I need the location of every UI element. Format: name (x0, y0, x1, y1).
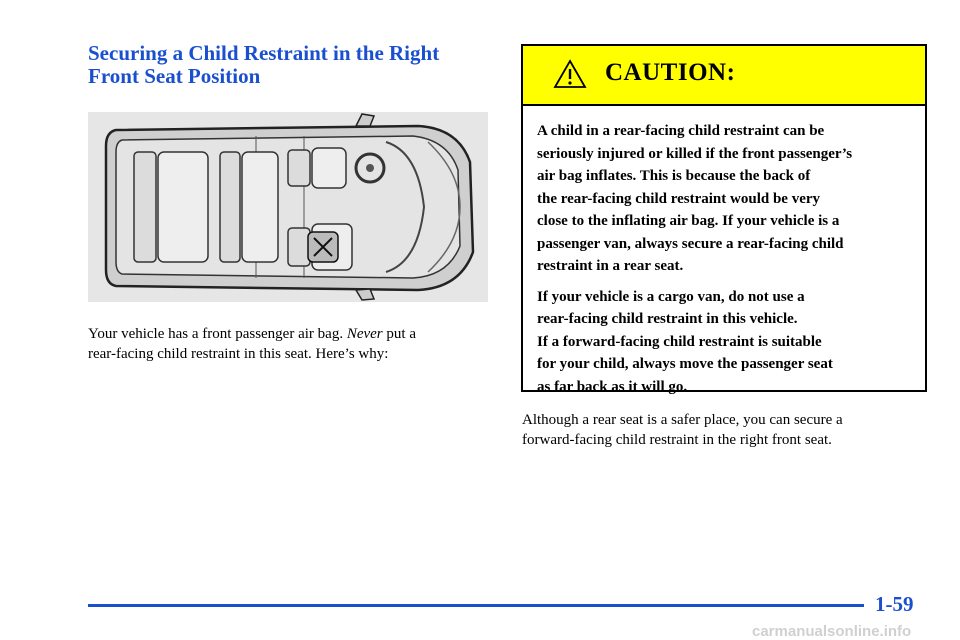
caution-line: for your child, always move the passenger seat (537, 356, 833, 372)
caution-line: seriously injured or killed if the front passenger’s (537, 145, 853, 162)
caution-line: close to the inflating air bag. If your vehicle is a (537, 213, 840, 229)
caution-line: passenger van, always secure a rear-facing child (537, 235, 844, 252)
section-heading (88, 42, 488, 88)
caution-title: CAUTION: (605, 59, 736, 86)
air-bag-warning-paragraph (88, 324, 488, 364)
page-number: 1-59 (875, 592, 914, 616)
caution-line: If a forward-facing child restraint is suitable (537, 333, 822, 350)
van-illustration (88, 112, 488, 302)
paragraph-text-cont: put a (382, 326, 416, 342)
caution-line: restraint in a rear seat. (537, 258, 684, 274)
warning-triangle-icon (553, 59, 587, 89)
caution-line: A child in a rear-facing child restraint can be (537, 123, 825, 139)
front-seat-paragraph (522, 410, 932, 450)
emphasis-never: Never (346, 326, 383, 342)
footer-rule (88, 604, 864, 607)
paragraph-line1: Although a rear seat is a safer place, you can secure a (522, 412, 843, 428)
caution-line: rear-facing child restraint in this vehicle. (537, 311, 798, 327)
caution-line: air bag inflates. This is because the back of (537, 168, 811, 184)
section-heading-line2: Front Seat Position (88, 64, 261, 88)
caution-paragraph-2 (537, 286, 911, 399)
section-heading-line1: Securing a Child Restraint in the Right (88, 41, 440, 65)
caution-header (523, 46, 925, 106)
paragraph-text: Your vehicle has a front passenger air bag. (88, 326, 347, 342)
caution-body (523, 106, 925, 398)
paragraph-line2: rear-facing child restraint in this seat. Here’s why: (88, 346, 389, 362)
paragraph-line2: forward-facing child restraint in the right front seat. (522, 432, 832, 448)
caution-box (521, 44, 927, 395)
caution-line: If your vehicle is a cargo van, do not use a (537, 288, 805, 305)
caution-paragraph-1 (537, 120, 911, 278)
caution-line: the rear-facing child restraint would be very (537, 190, 821, 207)
van-top-view-icon (88, 112, 488, 302)
caution-line: as far back as it will go. (537, 378, 688, 395)
watermark: carmanualsonline.info (752, 623, 912, 640)
